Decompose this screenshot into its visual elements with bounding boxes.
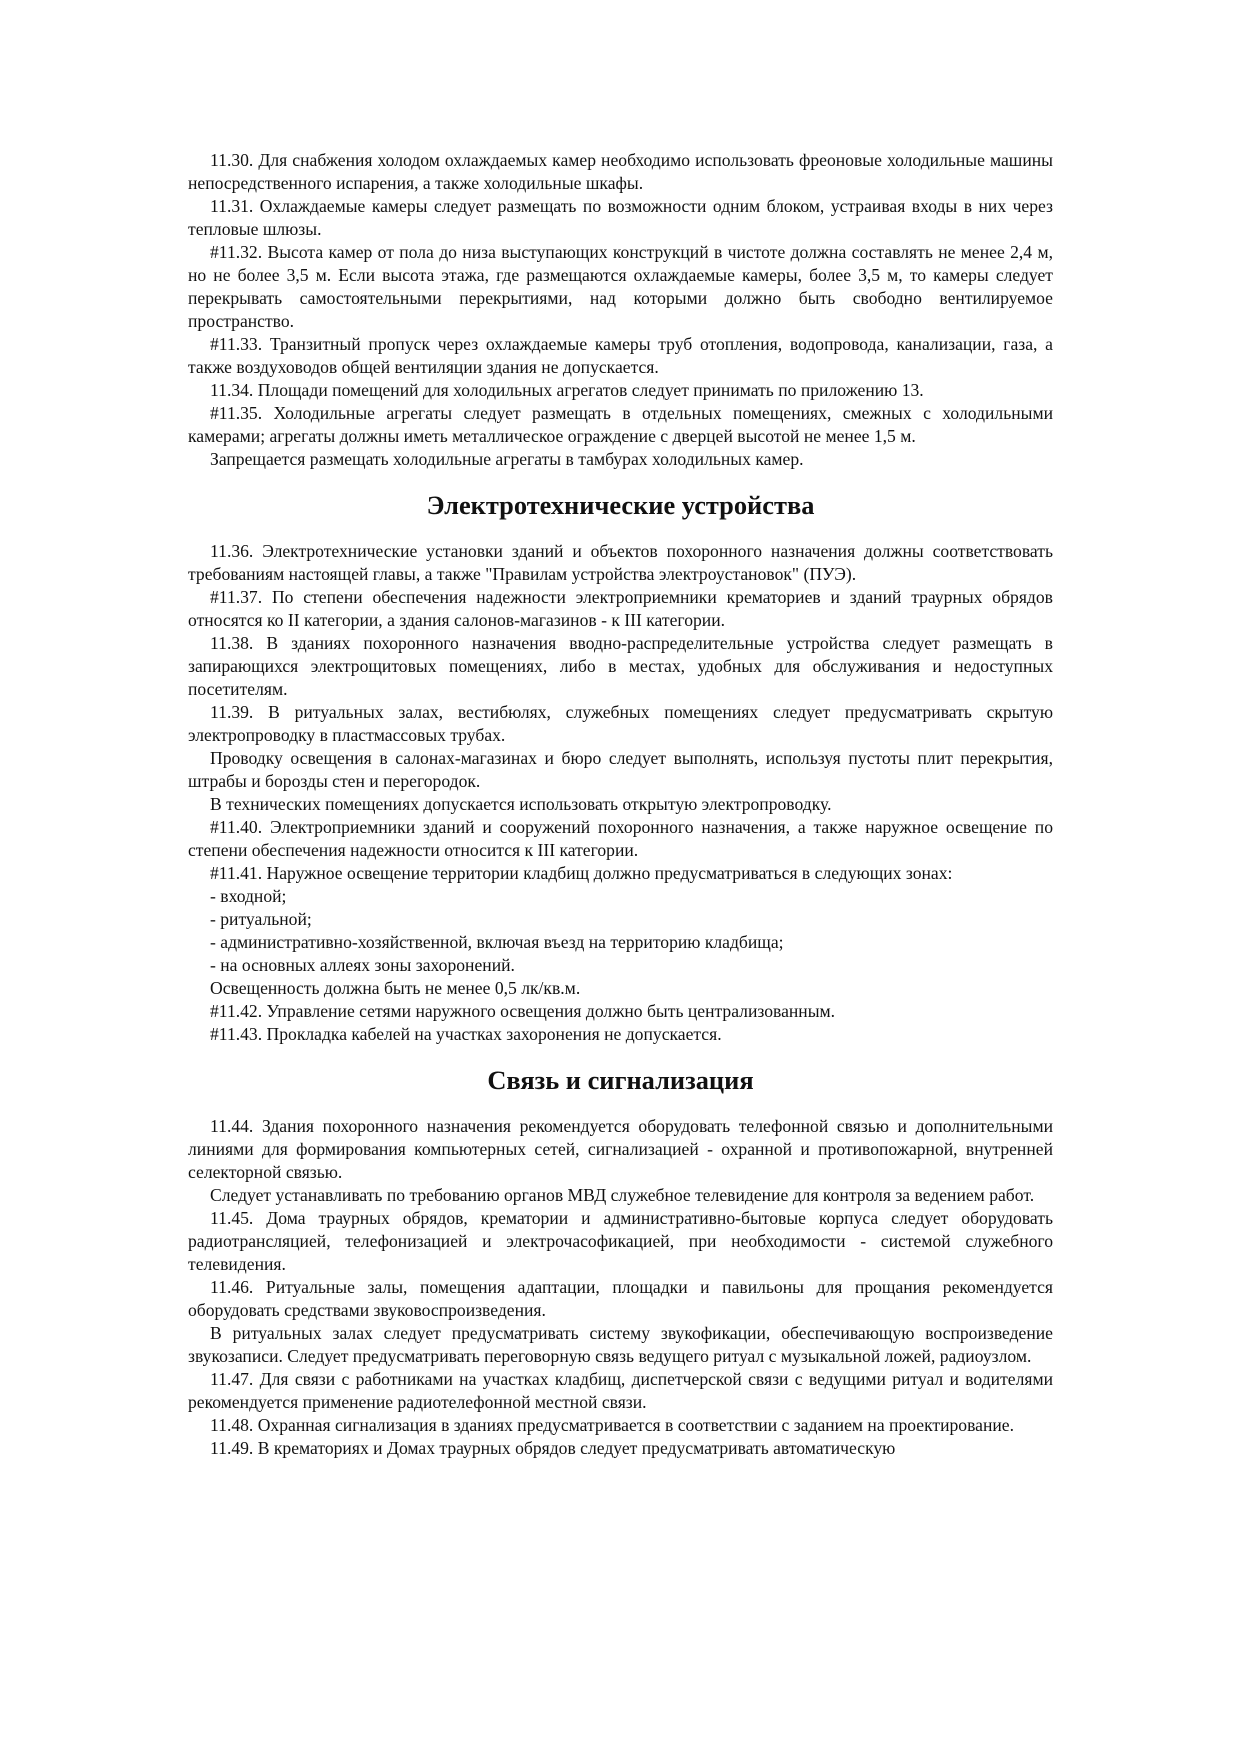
section-heading-electrical: Электротехнические устройства — [426, 490, 815, 520]
paragraph-11-42: #11.42. Управление сетями наружного освещения должно быть централизованным. — [210, 1001, 836, 1021]
paragraph-wiring: Проводку освещения в салонах-магазинах и бюро следует выполнять, используя пустоты плит перекрытия, штрабы и борозды стен и перегородок. — [188, 748, 1053, 791]
paragraph-11-46: 11.46. Ритуальные залы, помещения адаптации, площадки и павильоны для прощания рекомендуется оборудовать средствами звуковоспроизведения. — [188, 1277, 1053, 1320]
paragraph-prohibition: Запрещается размещать холодильные агрегаты в тамбурах холодильных камер. — [210, 449, 804, 469]
list-item: - ритуальной; — [210, 909, 312, 929]
paragraph-11-41: #11.41. Наружное освещение территории кладбищ должно предусматриваться в следующих зонах: — [210, 863, 953, 883]
paragraph-technical-rooms: В технических помещениях допускается использовать открытую электропроводку. — [210, 794, 832, 814]
paragraph-11-40: #11.40. Электроприемники зданий и сооружений похоронного назначения, а также наружное освещение по степени обеспечения надежности относится к III категории. — [188, 817, 1053, 860]
paragraph-11-49: 11.49. В крематориях и Домах траурных обрядов следует предусматривать автоматическую — [210, 1438, 896, 1458]
paragraph-illuminance: Освещенность должна быть не менее 0,5 лк/кв.м. — [210, 978, 581, 998]
paragraph-11-47: 11.47. Для связи с работниками на участках кладбищ, диспетчерской связи с ведущими ритуал и водителями рекомендуется применение радиотелефонной местной связи. — [188, 1369, 1053, 1412]
section-communication — [188, 1115, 1053, 1460]
paragraph-11-44: 11.44. Здания похоронного назначения рекомендуется оборудовать телефонной связью и дополнительными линиями для формирования компьютерных сетей, сигнализацией - охранной и противопожарной, внутренней селекторной связью. — [188, 1116, 1053, 1182]
paragraph-11-34: 11.34. Площади помещений для холодильных агрегатов следует принимать по приложению 13. — [210, 380, 924, 400]
paragraph-11-32: #11.32. Высота камер от пола до низа выступающих конструкций в чистоте должна составлять не менее 2,4 м, но не более 3,5 м. Если высота этажа, где размещаются охлаждаемые камеры, более 3,5 м, то камеры следует перекрывать самостоятельными перекрытиями, над которыми должно быть свободно вентилируемое пространство. — [188, 242, 1053, 331]
paragraph-11-45: 11.45. Дома траурных обрядов, крематории и административно-бытовые корпуса следует оборудовать радиотрансляцией, телефонизацией и электрочасофикацией, при необходимости - системой служебного телевидения. — [188, 1208, 1053, 1274]
section-refrigeration — [188, 149, 1053, 471]
paragraph-11-36: 11.36. Электротехнические установки зданий и объектов похоронного назначения должны соответствовать требованиям настоящей главы, а также "Правилам устройства электроустановок" (ПУЭ). — [188, 541, 1053, 584]
list-item: - входной; — [210, 886, 287, 906]
paragraph-11-37: #11.37. По степени обеспечения надежности электроприемники крематориев и зданий траурных обрядов относятся ко II категории, а здания салонов-магазинов - к III категории. — [188, 587, 1053, 630]
paragraph-surveillance: Следует устанавливать по требованию органов МВД служебное телевидение для контроля за ведением работ. — [210, 1185, 1035, 1205]
list-item: - на основных аллеях зоны захоронений. — [210, 955, 515, 975]
paragraph-11-31: 11.31. Охлаждаемые камеры следует размещать по возможности одним блоком, устраивая входы в них через тепловые шлюзы. — [188, 196, 1053, 239]
paragraph-11-39: 11.39. В ритуальных залах, вестибюлях, служебных помещениях следует предусматривать скрытую электропроводку в пластмассовых трубах. — [188, 702, 1053, 745]
section-heading-communication: Связь и сигнализация — [487, 1065, 754, 1095]
section-electrical — [188, 540, 1053, 1046]
paragraph-11-38: 11.38. В зданиях похоронного назначения вводно-распределительные устройства следует размещать в запирающихся электрощитовых помещениях, либо в местах, удобных для обслуживания и недоступных посетителям. — [188, 633, 1053, 699]
paragraph-11-35: #11.35. Холодильные агрегаты следует размещать в отдельных помещениях, смежных с холодильными камерами; агрегаты должны иметь металлическое ограждение с дверцей высотой не менее 1,5 м. — [188, 403, 1053, 446]
document-page — [188, 149, 1053, 1460]
paragraph-11-33: #11.33. Транзитный пропуск через охлаждаемые камеры труб отопления, водопровода, канализации, газа, а также воздуховодов общей вентиляции здания не допускается. — [188, 334, 1053, 377]
list-item: - административно-хозяйственной, включая въезд на территорию кладбища; — [210, 932, 784, 952]
paragraph-11-43: #11.43. Прокладка кабелей на участках захоронения не допускается. — [210, 1024, 722, 1044]
paragraph-11-48: 11.48. Охранная сигнализация в зданиях предусматривается в соответствии с заданием на проектирование. — [210, 1415, 1015, 1435]
paragraph-11-30: 11.30. Для снабжения холодом охлаждаемых камер необходимо использовать фреоновые холодильные машины непосредственного испарения, а также холодильные шкафы. — [188, 150, 1053, 193]
paragraph-sound-system: В ритуальных залах следует предусматривать систему звукофикации, обеспечивающую воспроизведение звукозаписи. Следует предусматривать переговорную связь ведущего ритуал с музыкальной ложей, радиоузлом. — [188, 1323, 1053, 1366]
